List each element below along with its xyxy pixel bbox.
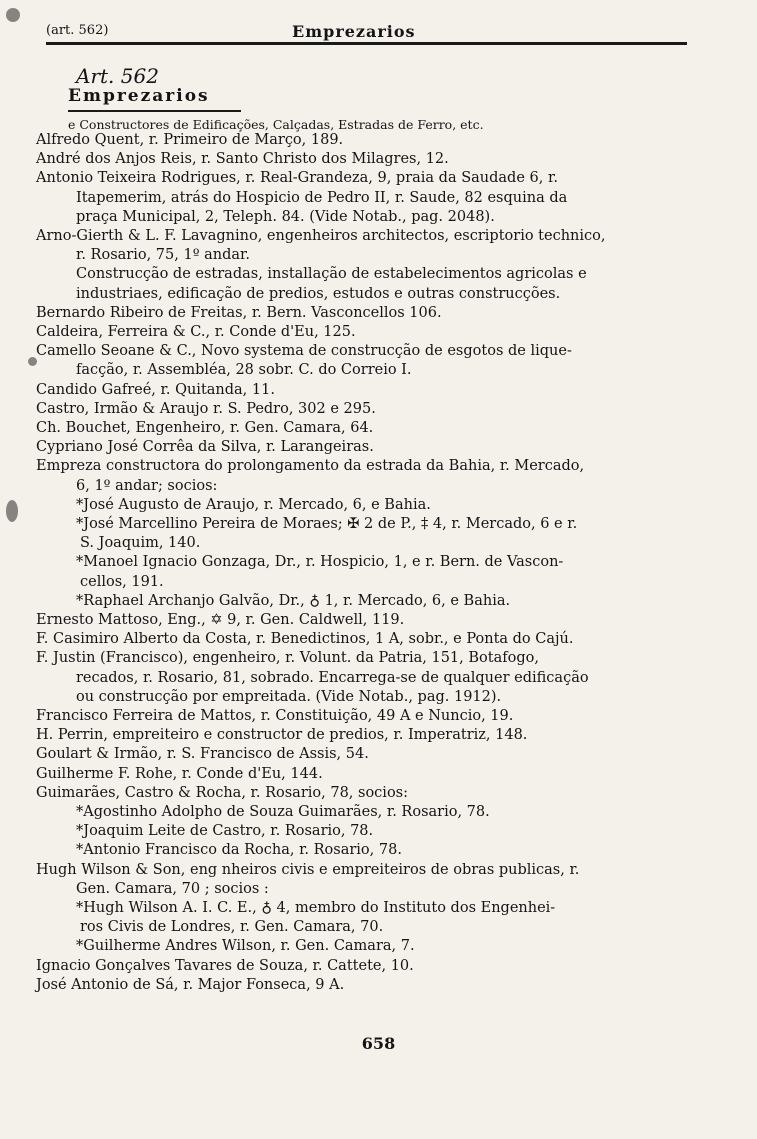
entry-continuation: 6, 1º andar; socios: <box>76 477 218 494</box>
partner-line: cellos, 191. <box>80 573 164 590</box>
entry-line: Candido Gafreé, r. Quitanda, 11. <box>36 381 275 398</box>
partner-line: ros Civis de Londres, r. Gen. Camara, 70. <box>80 919 384 936</box>
entry-continuation: facção, r. Assembléa, 28 sobr. C. do Correio I. <box>76 362 412 379</box>
partner-line: *Raphael Archanjo Galvão, Dr., ♁ 1, r. Mercado, 6, e Bahia. <box>76 592 511 609</box>
entry-line: André dos Anjos Reis, r. Santo Christo dos Milagres, 12. <box>36 151 449 168</box>
entry-continuation: Construcção de estradas, installação de estabelecimentos agricolas e <box>76 266 587 283</box>
entry-line: F. Justin (Francisco), engenheiro, r. Volunt. da Patria, 151, Botafogo, <box>36 650 539 667</box>
partner-line: *Manoel Ignacio Gonzaga, Dr., r. Hospicio, 1, e r. Bern. de Vascon- <box>76 554 564 571</box>
partner-line: *Hugh Wilson A. I. C. E., ♁ 4, membro do Instituto dos Engenhei- <box>76 900 556 916</box>
header-article-ref: (art. 562) <box>46 23 109 38</box>
header-rule <box>46 42 687 45</box>
partner-line: *Agostinho Adolpho de Souza Guimarães, r. Rosario, 78. <box>76 804 490 820</box>
entry-line: Ernesto Mattoso, Eng., ✡ 9, r. Gen. Caldwell, 119. <box>36 612 405 628</box>
article-number: Art. 562 <box>76 64 159 88</box>
scan-speck <box>28 357 37 366</box>
partner-line: *José Marcellino Pereira de Moraes; ✠ 2 de P., ‡ 4, r. Mercado, 6 e r. <box>76 516 578 532</box>
entry-line: Guilherme F. Rohe, r. Conde d'Eu, 144. <box>36 765 323 782</box>
entry-continuation: praça Municipal, 2, Teleph. 84. (Vide Notab., pag. 2048). <box>76 208 495 225</box>
partner-line: *Joaquim Leite de Castro, r. Rosario, 78. <box>76 823 374 840</box>
section-rule <box>68 110 241 112</box>
partner-line: *José Augusto de Araujo, r. Mercado, 6, e Bahia. <box>76 496 431 513</box>
entry-line: Empreza constructora do prolongamento da estrada da Bahia, r. Mercado, <box>36 458 585 475</box>
page-number: 658 <box>361 1034 396 1053</box>
section-title: Emprezarios <box>68 86 210 106</box>
entry-continuation: r. Rosario, 75, 1º andar. <box>76 247 250 264</box>
entry-continuation: Itapemerim, atrás do Hospicio de Pedro II, r. Saude, 82 esquina da <box>76 189 568 206</box>
scan-speck <box>6 500 18 522</box>
entry-line: Bernardo Ribeiro de Freitas, r. Bern. Vasconcellos 106. <box>36 304 442 321</box>
header-title: Emprezarios <box>292 22 416 41</box>
entry-continuation: industriaes, edificação de predios, estudos e outras construcções. <box>76 285 561 302</box>
entry-line: Guimarães, Castro & Rocha, r. Rosario, 78, socios: <box>36 784 408 801</box>
partner-line: S. Joaquim, 140. <box>80 535 201 552</box>
partner-line: *Antonio Francisco da Rocha, r. Rosario, 78. <box>76 842 402 859</box>
entry-continuation: ou construcção por empreitada. (Vide Notab., pag. 1912). <box>76 688 502 705</box>
entry-line: Francisco Ferreira de Mattos, r. Constituição, 49 A e Nuncio, 19. <box>36 708 514 724</box>
entry-continuation: Gen. Camara, 70 ; socios : <box>76 880 269 897</box>
entry-line: Cypriano José Corrêa da Silva, r. Larangeiras. <box>36 439 374 456</box>
scan-speck <box>6 8 20 22</box>
section-subtitle: e Constructores de Edificações, Calçadas, Estradas de Ferro, etc. <box>68 117 484 132</box>
entry-line: Caldeira, Ferreira & C., r. Conde d'Eu, 125. <box>36 324 356 340</box>
entry-line: H. Perrin, empreiteiro e constructor de predios, r. Imperatriz, 148. <box>36 727 528 744</box>
entry-line: José Antonio de Sá, r. Major Fonseca, 9 A. <box>36 976 345 993</box>
entry-line: Alfredo Quent, r. Primeiro de Março, 189. <box>36 132 344 148</box>
entry-line: F. Casimiro Alberto da Costa, r. Benedictinos, 1 A, sobr., e Ponta do Cajú. <box>36 631 574 648</box>
entry-line: Antonio Teixeira Rodrigues, r. Real-Grandeza, 9, praia da Saudade 6, r. <box>36 170 558 187</box>
entry-line: Ch. Bouchet, Engenheiro, r. Gen. Camara, 64. <box>36 420 374 436</box>
entry-line: Hugh Wilson & Son, eng nheiros civis e empreiteiros de obras publicas, r. <box>36 861 580 878</box>
entry-line: Goulart & Irmão, r. S. Francisco de Assis, 54. <box>36 746 369 763</box>
entry-line: Castro, Irmão & Araujo r. S. Pedro, 302 e 295. <box>36 400 376 417</box>
partner-line: *Guilherme Andres Wilson, r. Gen. Camara, 7. <box>76 938 415 955</box>
entry-continuation: recados, r. Rosario, 81, sobrado. Encarrega-se de qualquer edificação <box>76 669 589 686</box>
entry-line: Camello Seoane & C., Novo systema de construcção de esgotos de lique- <box>36 343 572 360</box>
entry-line: Ignacio Gonçalves Tavares de Souza, r. Cattete, 10. <box>36 957 414 974</box>
running-header <box>22 20 667 44</box>
entry-line: Arno-Gierth & L. F. Lavagnino, engenheiros architectos, escriptorio technico, <box>36 228 606 244</box>
